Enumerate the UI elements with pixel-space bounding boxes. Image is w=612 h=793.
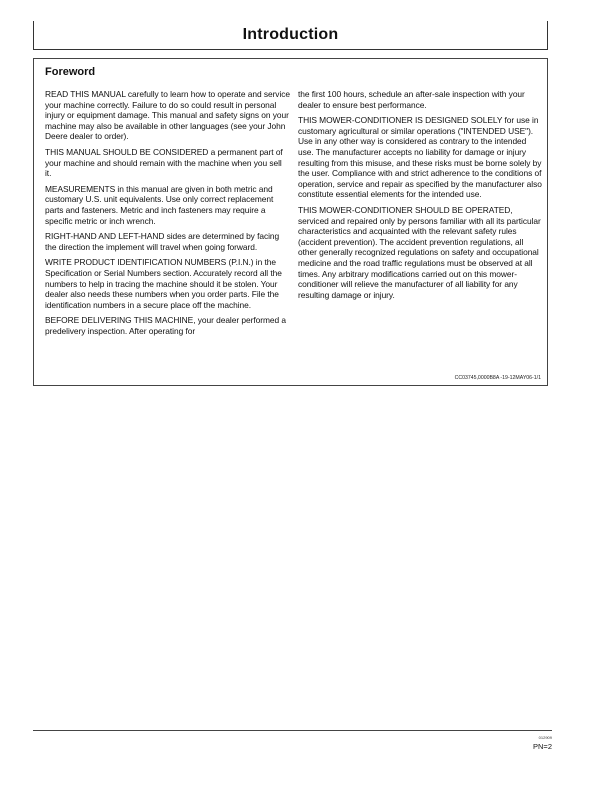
paragraph-right-left-sides: RIGHT-HAND AND LEFT-HAND sides are determined by facing the direction the implement will travel when going forward. — [45, 231, 280, 252]
right-column — [298, 89, 543, 305]
left-column — [45, 89, 290, 341]
paragraph-inspection-continued: the first 100 hours, schedule an after-sale inspection with your dealer to ensure best performance. — [298, 89, 525, 110]
paragraph-before-delivering: BEFORE DELIVERING THIS MACHINE, your dealer performed a predelivery inspection. After operating for — [45, 315, 286, 336]
paragraph-read-manual: READ THIS MANUAL carefully to learn how to operate and service your machine correctly. Failure to do so could result in personal injury or equipment damage. This manual and safety signs on your machine may also be available in other languages (see your John Deere dealer to order). — [45, 89, 291, 142]
paragraph-operation-safety: THIS MOWER-CONDITIONER SHOULD BE OPERATED, serviced and repaired only by persons familiar with all its particular characteristics and acquainted with the relevant safety rules (accident prevention). The accident prevention regulations, all other generally recognized regulations on safety and occupational medicine and the road traffic regulations must be observed at all times. Any arbitrary modifications carried out on this mower-conditioner will relieve the manufacturer of all liability for any resulting damage or injury. — [298, 204, 541, 300]
section-title: Foreword — [45, 66, 96, 78]
paragraph-intended-use: THIS MOWER-CONDITIONER IS DESIGNED SOLELY for use in customary agricultural or similar operations ("INTENDED USE"). Use in any other way is considered as contrary to the intended use. The manufacturer accepts no liability for damage or injury resulting from this misuse, and these risks must be borne solely by the user. Compliance with and strict adherence to the conditions of operation, service and repair as specified by the manufacturer also constitute essential elements for the intended use. — [298, 115, 542, 200]
paragraph-pin: WRITE PRODUCT IDENTIFICATION NUMBERS (P.I.N.) in the Specification or Serial Numbers section. Accurately record all the numbers to help in tracing the machine should it be stolen. Your dealer also needs these numbers when you order parts. File the identification numbers in a secure place off the machine. — [45, 257, 282, 310]
footer-divider — [33, 730, 552, 731]
page-number: PN=2 — [533, 742, 552, 751]
foreword-section — [33, 58, 548, 386]
reference-code: CC03745,0000B8A -19-12MAY06-1/1 — [454, 375, 541, 381]
footer-code: 012909 — [538, 735, 552, 740]
paragraph-permanent-part: THIS MANUAL SHOULD BE CONSIDERED a permanent part of your machine and should remain with the machine when you sell it. — [45, 146, 283, 179]
page-header — [33, 21, 548, 50]
page-title: Introduction — [242, 26, 339, 43]
paragraph-measurements: MEASUREMENTS in this manual are given in both metric and customary U.S. unit equivalents. Use only correct replacement parts and fasteners. Metric and inch fasteners may require a specific metric or inch wrench. — [45, 183, 274, 226]
